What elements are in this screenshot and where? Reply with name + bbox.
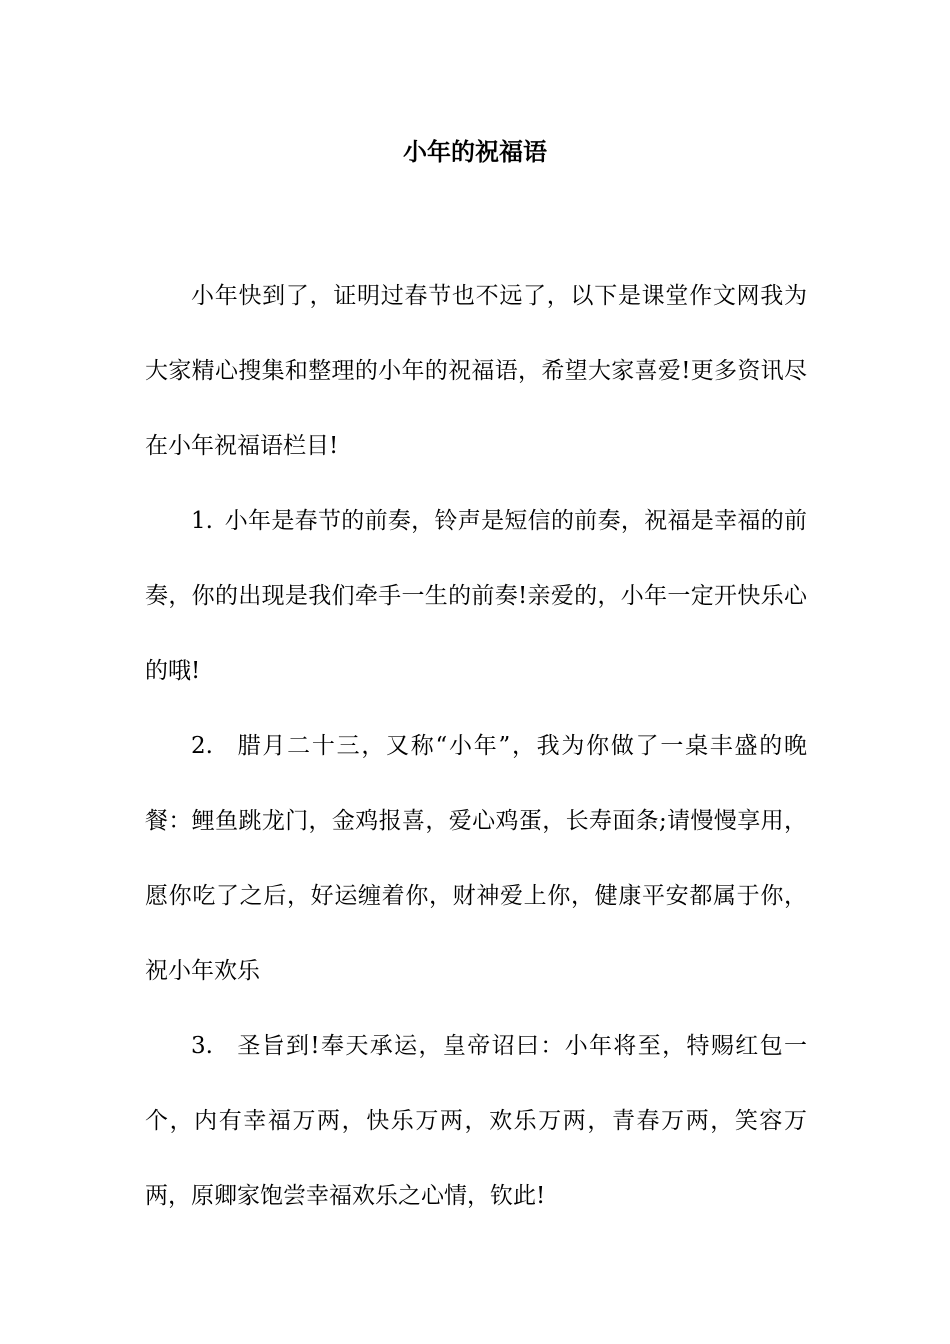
wish-paragraph-2 xyxy=(145,709,807,1009)
wish-paragraph-1 xyxy=(145,484,807,709)
intro-paragraph xyxy=(145,259,807,484)
wish-number-2: 2. xyxy=(191,733,213,759)
wish-number-1: 1. xyxy=(191,508,213,534)
wish-text-3: 圣旨到!奉天承运，皇帝诏曰：小年将至，特赐红包一个，内有幸福万两，快乐万两，欢乐万两，青春万两，笑容万两，原卿家饱尝幸福欢乐之心情，钦此! xyxy=(145,1033,807,1209)
intro-text: 小年快到了，证明过春节也不远了，以下是课堂作文网我为大家精心搜集和整理的小年的祝福语，希望大家喜爱!更多资讯尽在小年祝福语栏目! xyxy=(145,283,807,459)
wish-text-2: 腊月二十三，又称“小年”，我为你做了一桌丰盛的晚餐：鲤鱼跳龙门，金鸡报喜，爱心鸡蛋，长寿面条;请慢慢享用，愿你吃了之后，好运缠着你，财神爱上你，健康平安都属于你，祝小年欢乐 xyxy=(145,733,807,984)
wish-number-3: 3. xyxy=(191,1033,213,1059)
document-body xyxy=(145,259,807,1234)
wish-text-1: 小年是春节的前奏，铃声是短信的前奏，祝福是幸福的前奏，你的出现是我们牵手一生的前奏!亲爱的，小年一定开快乐心的哦! xyxy=(145,508,807,684)
wish-paragraph-3 xyxy=(145,1009,807,1234)
document-title: 小年的祝福语 xyxy=(403,137,547,166)
